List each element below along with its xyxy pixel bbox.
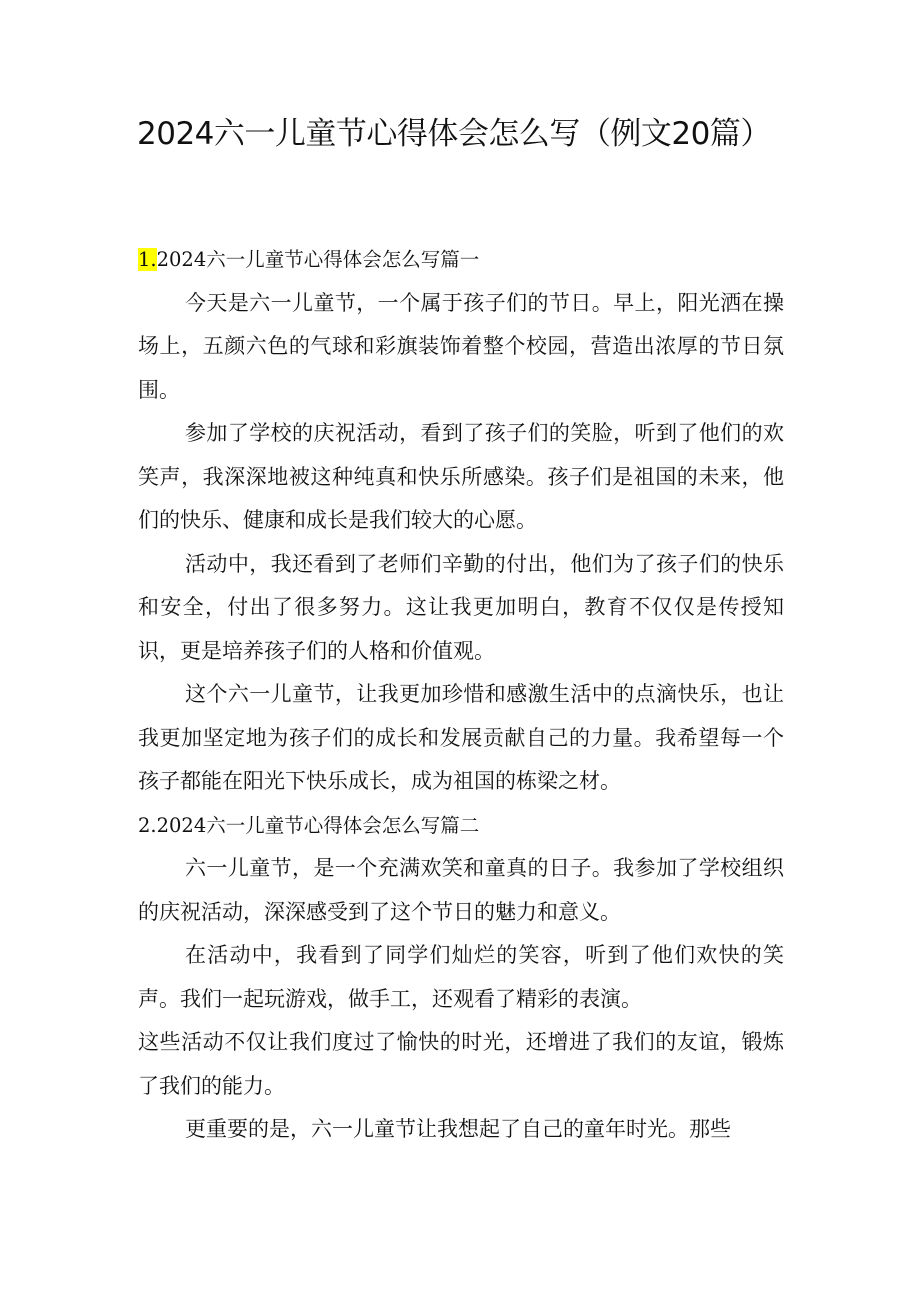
section-heading — [138, 804, 784, 848]
highlighted-section-number: 1. — [138, 248, 157, 271]
document-body — [138, 244, 784, 1152]
paragraph: 这些活动不仅让我们度过了愉快的时光，还增进了我们的友谊，锻炼了我们的能力。 — [138, 1030, 784, 1098]
paragraph: 这个六一儿童节，让我更加珍惜和感激生活中的点滴快乐，也让我更加坚定地为孩子们的成长和发展贡献自己的力量。我希望每一个孩子都能在阳光下快乐成长，成为祖国的栋梁之材。 — [138, 682, 784, 793]
section-heading-text: 2024六一儿童节心得体会怎么写篇二 — [156, 813, 480, 837]
paragraph: 参加了学校的庆祝活动，看到了孩子们的笑脸，听到了他们的欢笑声，我深深地被这种纯真和快乐所感染。孩子们是祖国的未来，他们的快乐、健康和成长是我们较大的心愿。 — [138, 421, 784, 532]
paragraph: 更重要的是，六一儿童节让我想起了自己的童年时光。那些 — [185, 1117, 731, 1141]
document-title: 2024六一儿童节心得体会怎么写（例文20篇） — [137, 116, 771, 152]
paragraph: 活动中，我还看到了老师们辛勤的付出，他们为了孩子们的快乐和安全，付出了很多努力。这让我更加明白，教育不仅仅是传授知识，更是培养孩子们的人格和价值观。 — [138, 551, 784, 663]
paragraph: 六一儿童节，是一个充满欢笑和童真的日子。我参加了学校组织的庆祝活动，深深感受到了这个节日的魅力和意义。 — [138, 856, 784, 924]
section-heading — [138, 238, 784, 282]
section-number: 2. — [138, 813, 157, 837]
paragraph: 在活动中，我看到了同学们灿烂的笑容，听到了他们欢快的笑声。我们一起玩游戏，做手工，还观看了精彩的表演。 — [138, 943, 784, 1011]
paragraph: 今天是六一儿童节，一个属于孩子们的节日。早上，阳光洒在操场上，五颜六色的气球和彩旗装饰着整个校园，营造出浓厚的节日氛围。 — [138, 290, 784, 402]
section-heading-text: 2024六一儿童节心得体会怎么写篇一 — [156, 248, 480, 271]
